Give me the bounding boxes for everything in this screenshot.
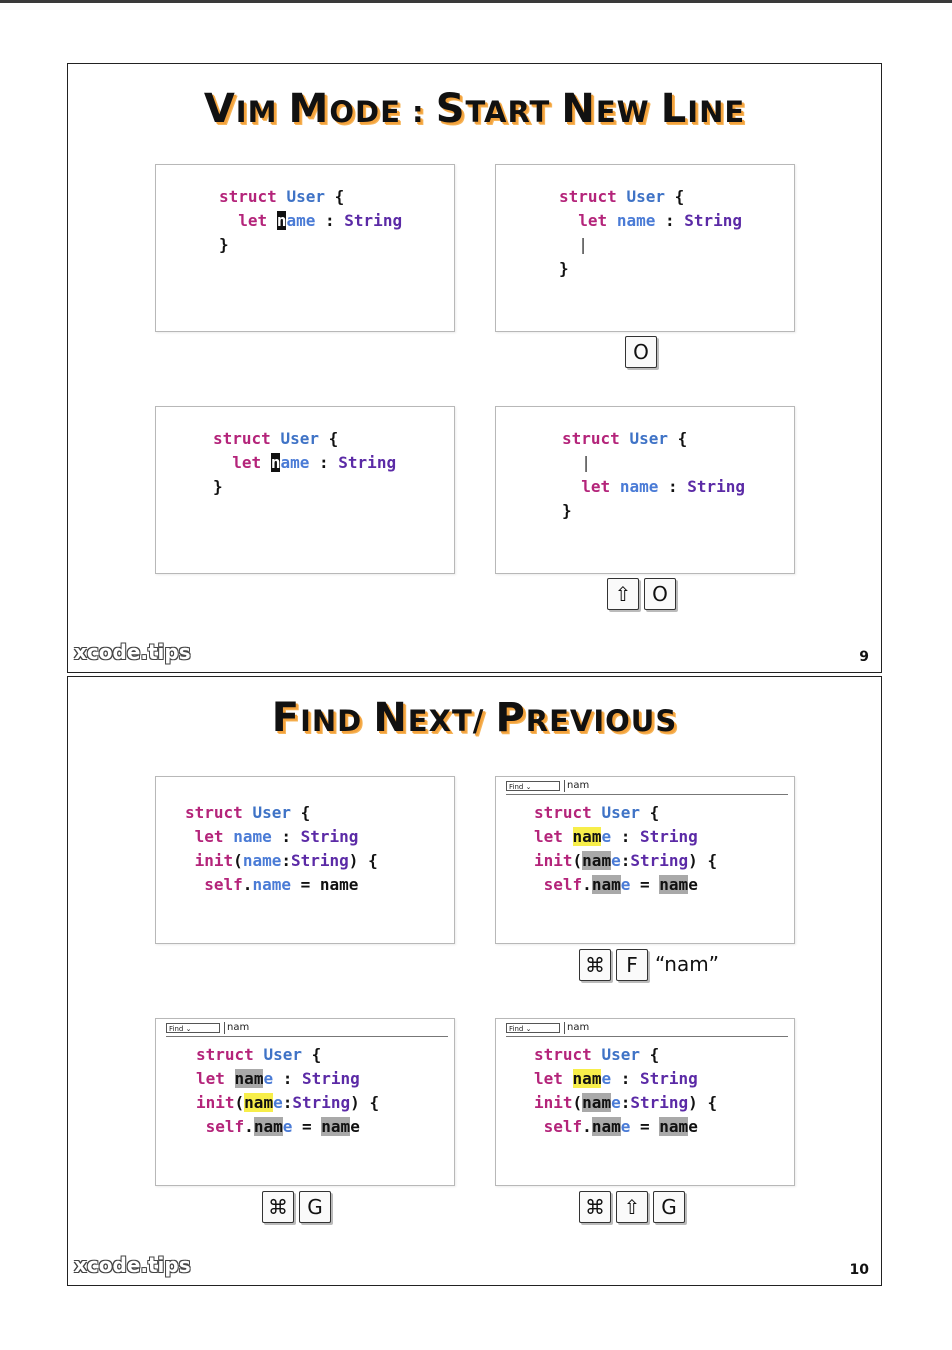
vim-cursor: n [276, 211, 287, 230]
insert-caret: | [581, 453, 591, 472]
shortcut-keys [607, 578, 681, 612]
match: nam [659, 1117, 689, 1136]
match-current: nam [572, 1069, 602, 1088]
match: nam [234, 1069, 264, 1088]
find-mode-dropdown[interactable]: Find ⌄ [506, 781, 560, 791]
code-panel-find-previous [495, 1018, 795, 1186]
top-border [0, 0, 952, 3]
shift-key-icon: ⇧ [616, 1191, 648, 1223]
command-key-icon: ⌘ [579, 949, 611, 981]
match: nam [582, 851, 612, 870]
match: nam [582, 1093, 612, 1112]
key-o: O [644, 578, 676, 610]
site-logo: xcode.tips [74, 640, 191, 664]
vim-cursor: n [270, 453, 281, 472]
code-panel-before [155, 164, 455, 332]
code-block: struct User { let name : String init(name:String) { self.name = name [534, 803, 718, 894]
key-o: O [625, 336, 657, 368]
slide-page [67, 676, 882, 1286]
site-logo: xcode.tips [74, 1253, 191, 1277]
page-number: 10 [849, 1262, 869, 1278]
code-block: struct User { let name : String } [219, 187, 403, 254]
key-g: G [299, 1191, 331, 1223]
code-block: struct User { let name : String | } [559, 187, 743, 278]
code-block: struct User { let name : String } [213, 429, 397, 496]
match: nam [253, 1117, 283, 1136]
find-query-field[interactable]: nam [564, 1022, 789, 1034]
page-number: 9 [859, 649, 869, 665]
command-key-icon: ⌘ [262, 1191, 294, 1223]
shortcut-keys [579, 949, 719, 983]
match-current: nam [572, 827, 602, 846]
shortcut-keys [625, 336, 662, 370]
shortcut-keys [579, 1191, 690, 1225]
shortcut-keys [262, 1191, 336, 1225]
match-current: nam [244, 1093, 274, 1112]
find-query-field[interactable]: nam [224, 1022, 449, 1034]
find-bar [506, 1022, 788, 1037]
code-block: struct User { let name : String init(name:String) { self.name = name [196, 1045, 380, 1136]
code-block: struct User { let name : String init(name:String) { self.name = name [185, 803, 378, 894]
command-key-icon: ⌘ [579, 1191, 611, 1223]
find-mode-dropdown[interactable]: Find ⌄ [506, 1023, 560, 1033]
find-mode-dropdown[interactable]: Find ⌄ [166, 1023, 220, 1033]
code-block: struct User { let name : String init(name:String) { self.name = name [534, 1045, 718, 1136]
code-block: struct User { | let name : String } [562, 429, 746, 520]
slide-title: VIM MODE : START NEW LINE [203, 86, 746, 132]
match: nam [591, 875, 621, 894]
find-bar [166, 1022, 448, 1037]
match: nam [659, 875, 689, 894]
key-f: F [616, 949, 648, 981]
code-panel-after-shift-o [495, 406, 795, 574]
slide-title: FIND NEXT/ PREVIOUS [271, 695, 678, 741]
code-panel-before [155, 406, 455, 574]
code-panel-plain [155, 776, 455, 944]
search-term-note: “nam” [655, 952, 720, 976]
match: nam [591, 1117, 621, 1136]
code-panel-find-next [155, 1018, 455, 1186]
match: nam [321, 1117, 351, 1136]
shift-key-icon: ⇧ [607, 578, 639, 610]
code-panel-after-o [495, 164, 795, 332]
find-bar [506, 780, 788, 795]
code-panel-find [495, 776, 795, 944]
insert-caret: | [578, 235, 588, 254]
slide-page [67, 63, 882, 673]
find-query-field[interactable]: nam [564, 780, 789, 792]
key-g: G [653, 1191, 685, 1223]
